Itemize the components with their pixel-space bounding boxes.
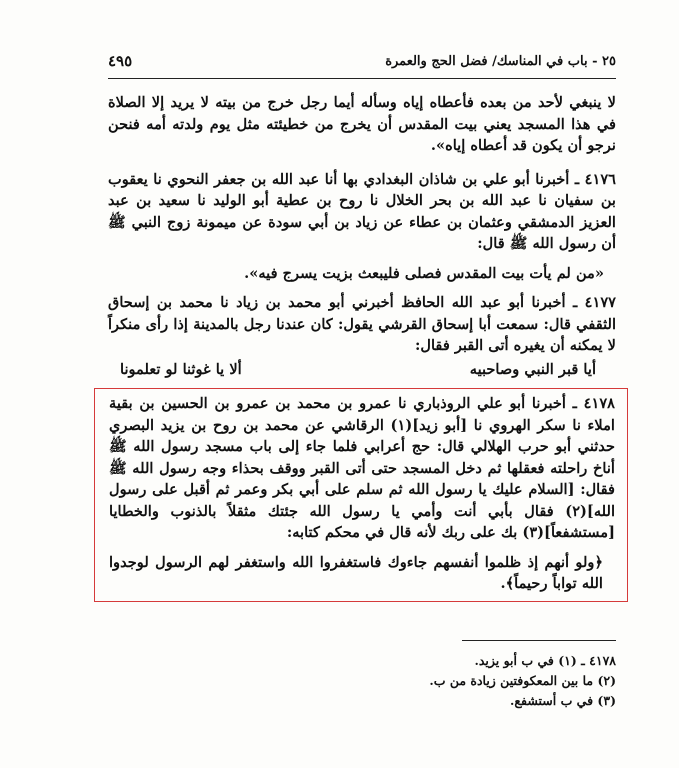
highlight-box: [94, 388, 628, 602]
hadith-4176: ٤١٧٦ ـ أخبرنا أبو علي بن شاذان البغدادي بها أنا عبد الله بن جعفر النحوي نا يعقوب بن سفيان نا عبد الله بن بحر الخلال نا روح بن عطية أبو الوليد نا سعيد بن عبد العزيز الدمشقي وعثمان بن عطاء عن زياد بن أبي سودة عن ميمونة زوج النبي ﷺ أن رسول الله ﷺ قال:: [108, 170, 616, 252]
running-title: ٢٥ - باب في المناسك/ فضل الحج والعمرة: [385, 54, 616, 69]
verse-first-hemistich: أيا قبر النبي وصاحبيه: [469, 360, 596, 378]
footnote-divider: [462, 640, 616, 641]
hadith-4178: ٤١٧٨ ـ أخبرنا أبو علي الروذباري نا عمرو بن محمد بن عمرو بن الحسين بن بقية املاء نا سكر الهروي نا [أبو زيد](١) الرقاشي عن محمد بن روح بن يزيد البصري حدثني أبو حرب الهلالي قال: حج أعرابي فلما جاء إلى باب مسجد رسول الله ﷺ أناخ راحلته فعقلها ثم دخل المسجد حتى أتى القبر ووقف بحذاء وجه رسول الله ﷺ فقال: [السلام عليك يا رسول الله ثم سلم على أبي بكر وعمر ثم أقبل على رسول الله](٢) فقال بأبي أنت وأمي يا رسول الله جئتك مثقلاً بالذنوب والخطايا [مستشفعاً](٣) بك على ربك لأنه قال في محكم كتابه:: [109, 395, 615, 541]
page-header: [108, 52, 616, 79]
page-number: ٤٩٥: [108, 52, 133, 70]
hadith-4176-quote: «من لم يأت بيت المقدس فصلى فليبعث بزيت يسرج فيه».: [244, 264, 604, 282]
footnote-1: ٤١٧٨ ـ (١) في ب أبو يزيد.: [474, 653, 616, 668]
hadith-4177: ٤١٧٧ ـ أخبرنا أبو عبد الله الحافظ أخبرني أبو محمد بن زياد نا محمد بن إسحاق الثقفي قال: سمعت أبا إسحاق القرشي يقول: كان عندنا رجل بالمدينة إذا رأى منكراً لا يمكنه أن يغيره أتى القبر فقال:: [108, 294, 616, 354]
main-text: [108, 92, 616, 602]
quran-verse-quote: ﴿ولو أنهم إذ ظلموا أنفسهم جاءوك فاستغفروا الله واستغفر لهم الرسول لوجدوا الله تواباً رحيماً﴾.: [109, 553, 603, 592]
footnote-3: (٣) في ب أستشفع.: [510, 693, 616, 708]
verse-second-hemistich: ألا يا غوثنا لو تعلمونا: [120, 360, 242, 378]
footnote-2: (٢) ما بين المعكوفتين زيادة من ب.: [429, 673, 616, 688]
paragraph-continuation: لا ينبغي لأحد من بعده فأعطاه إياه وسأله أيما رجل خرج من بيته لا يريد إلا الصلاة في هذا المسجد يعني بيت المقدس أن يخرج من خطيئته مثل يوم ولدته أمه فنحن نرجو أن يكون قد أعطاه إياه».: [108, 94, 616, 154]
poem-verse: [108, 359, 616, 381]
footnotes: [330, 640, 616, 711]
